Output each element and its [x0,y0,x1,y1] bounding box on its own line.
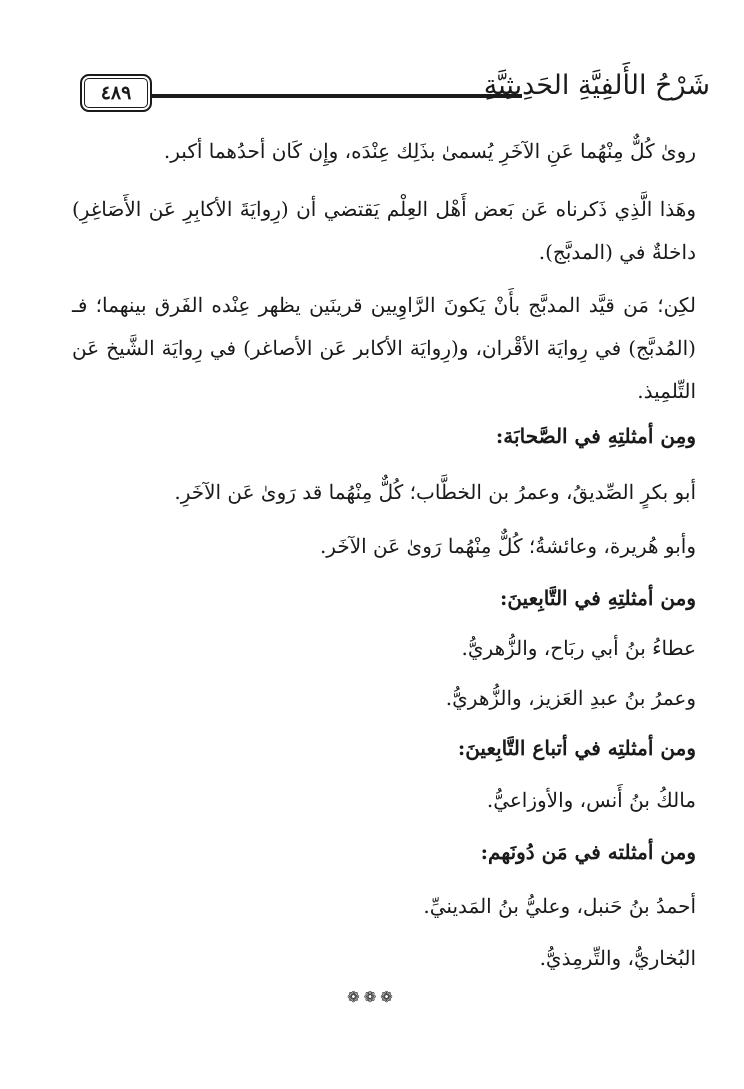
section-heading: ومن أمثلتِه في أتباع التَّابِعينَ: [457,736,696,760]
page-number-frame [80,74,152,112]
section-heading: ومن أمثلتِهِ في التَّابِعينَ: [499,586,696,610]
header-rule [152,94,522,98]
example-line: وعمرُ بنُ عبدِ العَزيز، والزُّهريُّ. [445,686,696,710]
paragraph: روىٰ كُلٌّ مِنْهُما عَنِ الآخَرِ يُسمىٰ بذَلِك عِنْدَه، وإِن كَان أحدُهما أكبر. [163,139,696,163]
page-header [70,68,710,114]
book-title: شَرْحُ الأَلفِيَّةِ الحَدِيثِيَّةِ [483,70,710,101]
paragraph: لكِن؛ مَن قيَّد المدبَّج بأَنْ يَكونَ الرَّاوِيين قرينَين يظهر عِنْده الفَرق بينهما؛ فـ (المُدبَّج) في رِوايَة الأقْران، و(رِوايَة الأكابر عَن الأصاغر) في رِوايَة الشَّيخ عَن التِّلمِيذ. [72,293,696,403]
example-line: عطاءُ بنُ أبي ربَاح، والزُّهريُّ. [461,636,696,660]
paragraph: وهَذا الَّذِي ذَكرناه عَن بَعض أَهْل العِلْم يَقتضي أن (رِوايَةَ الأكابِرِ عَن الأَصَاغِرِ) داخلةٌ في (المدبَّج). [72,197,696,264]
example-line: وأبو هُريرة، وعائشةُ؛ كُلٌّ مِنْهُما رَوىٰ عَن الآخَر. [319,534,696,558]
end-ornament-icon: ❁❁❁ [347,988,397,1006]
example-line: أحمدُ بنُ حَنبل، وعليُّ بنُ المَدينيِّ. [423,894,696,918]
section-heading: ومِن أمثلتِهِ في الصَّحابَة: [495,424,696,448]
page-number: ٤٨٩ [100,82,132,104]
example-line: مالكُ بنُ أَنس، والأوزاعيُّ. [486,788,696,812]
section-heading: ومن أمثلته في مَن دُونَهم: [480,840,696,864]
example-line: البُخاريُّ، والتِّرمِذيُّ. [539,946,696,970]
example-line: أبو بكرٍ الصِّديقُ، وعمرُ بن الخطَّاب؛ كُلٌّ مِنْهُما قد رَوىٰ عَن الآخَرِ. [174,480,696,504]
